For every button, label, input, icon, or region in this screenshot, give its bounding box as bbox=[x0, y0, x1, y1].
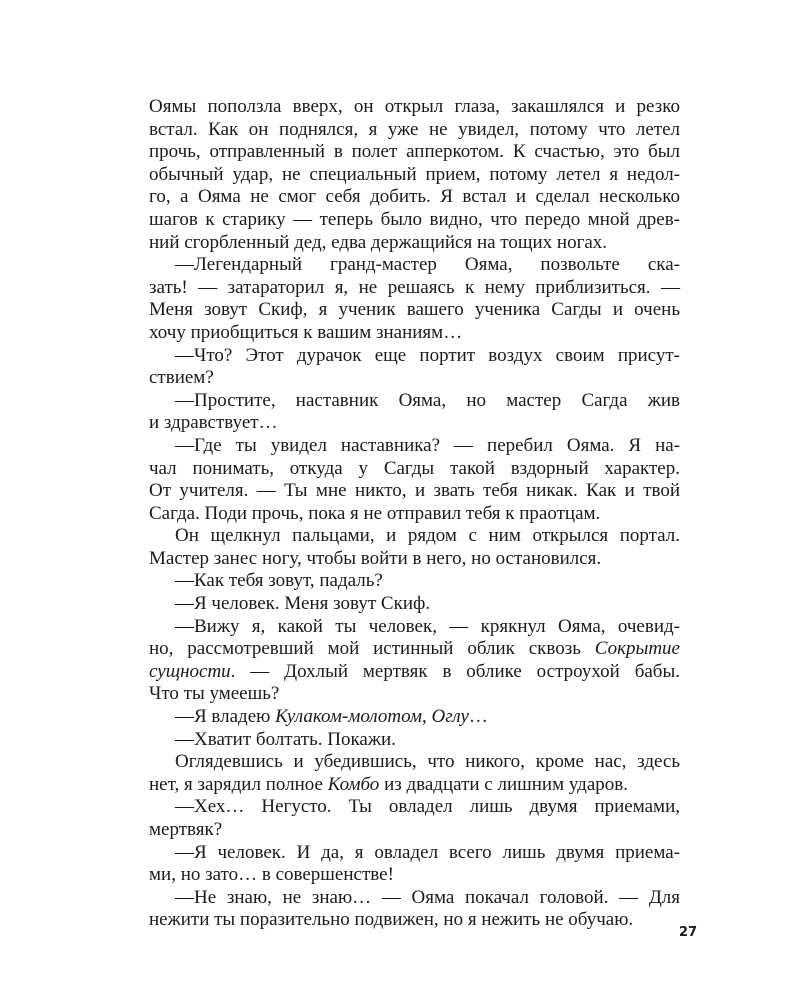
text-line: го, а Ояма не смог себя добить. Я встал и сделал несколько bbox=[149, 186, 680, 208]
italic-term: Кулаком-молотом bbox=[275, 706, 423, 728]
text-line: —Где ты увидел наставника? — перебил Ояма. Я на- bbox=[175, 434, 680, 456]
text-line: —Я человек. Меня зовут Скиф. bbox=[175, 593, 431, 615]
text-line: шагов к старику — теперь было видно, что передо мной древ- bbox=[149, 208, 680, 230]
text-run: , bbox=[422, 706, 432, 728]
text-line: Мастер занес ногу, чтобы войти в него, но остановился. bbox=[149, 547, 602, 569]
text-line bbox=[149, 661, 680, 684]
text-line: Что ты умеешь? bbox=[149, 683, 280, 705]
text-line: мертвяк? bbox=[149, 819, 223, 840]
text-line: Оглядевшись и убедившись, что никого, кроме нас, здесь bbox=[175, 751, 680, 773]
text-line: и здравствует… bbox=[149, 412, 278, 434]
text-line: Сагда. Поди прочь, пока я не отправил тебя к праотцам. bbox=[149, 502, 601, 524]
text-line: ствием? bbox=[149, 367, 214, 389]
text-line: —Хватит болтать. Покажи. bbox=[175, 728, 396, 750]
text-line: встал. Как он поднялся, я уже не увидел, потому что летел bbox=[149, 118, 680, 140]
text-run: но, рассмотревший мой истинный облик сквозь bbox=[149, 638, 595, 660]
text-line: ний сгорбленный дед, едва держащийся на тощих ногах. bbox=[149, 231, 608, 253]
text-run: —Я владею bbox=[175, 706, 276, 728]
text-line: зать! — затараторил я, не решаясь к нему приблизиться. — bbox=[149, 276, 680, 298]
text-line: —Легендарный гранд-мастер Ояма, позвольте ска- bbox=[175, 254, 680, 276]
page-text bbox=[149, 96, 680, 932]
text-line: Он щелкнул пальцами, и рядом с ним открылся портал. bbox=[175, 525, 680, 547]
italic-term: Сокрытие bbox=[594, 638, 680, 660]
text-run: … bbox=[468, 706, 488, 728]
text-line: —Простите, наставник Ояма, но мастер Сагда жив bbox=[175, 389, 680, 411]
text-line: От учителя. — Ты мне никто, и звать тебя никак. Как и твой bbox=[149, 480, 680, 502]
text-line: ми, но зато… в совершенстве! bbox=[149, 864, 394, 886]
text-line: чал понимать, откуда у Сагды такой вздорный характер. bbox=[149, 457, 680, 479]
text-line: Оямы поползла вверх, он открыл глаза, закашлялся и резко bbox=[149, 96, 680, 117]
text-line bbox=[149, 774, 680, 797]
text-run: нет, я зарядил полное bbox=[149, 773, 328, 795]
text-run: . — Дохлый мертвяк в облике остроухой бабы. bbox=[230, 660, 680, 682]
page-number: 27 bbox=[679, 925, 698, 940]
text-line: —Не знаю, не знаю… — Ояма покачал головой. — Для bbox=[175, 886, 680, 908]
text-line: —Я человек. И да, я овладел всего лишь двумя приема- bbox=[175, 841, 680, 863]
text-line: Меня зовут Скиф, я ученик вашего ученика Сагды и очень bbox=[149, 299, 680, 321]
text-line bbox=[149, 638, 680, 661]
text-line: обычный удар, не специальный прием, потому летел я недол- bbox=[149, 163, 680, 185]
text-line: прочь, отправленный в полет апперкотом. К счастью, это был bbox=[149, 141, 680, 163]
text-run: из двадцати с лишним ударов. bbox=[379, 773, 629, 795]
text-line: —Как тебя зовут, падаль? bbox=[175, 570, 383, 592]
italic-term: сущности bbox=[149, 660, 231, 682]
text-line: —Вижу я, какой ты человек, — крякнул Ояма, очевид- bbox=[175, 615, 680, 637]
text-line: —Что? Этот дурачок еще портит воздух своим присут- bbox=[175, 344, 680, 366]
text-line: нежити ты поразительно подвижен, но я нежить не обучаю. bbox=[149, 909, 634, 931]
text-line: —Хех… Негусто. Ты овладел лишь двумя приемами, bbox=[175, 796, 680, 818]
text-line bbox=[149, 706, 680, 729]
italic-term: Комбо bbox=[327, 773, 380, 795]
text-line: хочу приобщиться к вашим знаниям… bbox=[149, 321, 463, 343]
italic-term: Оглу bbox=[431, 706, 469, 728]
